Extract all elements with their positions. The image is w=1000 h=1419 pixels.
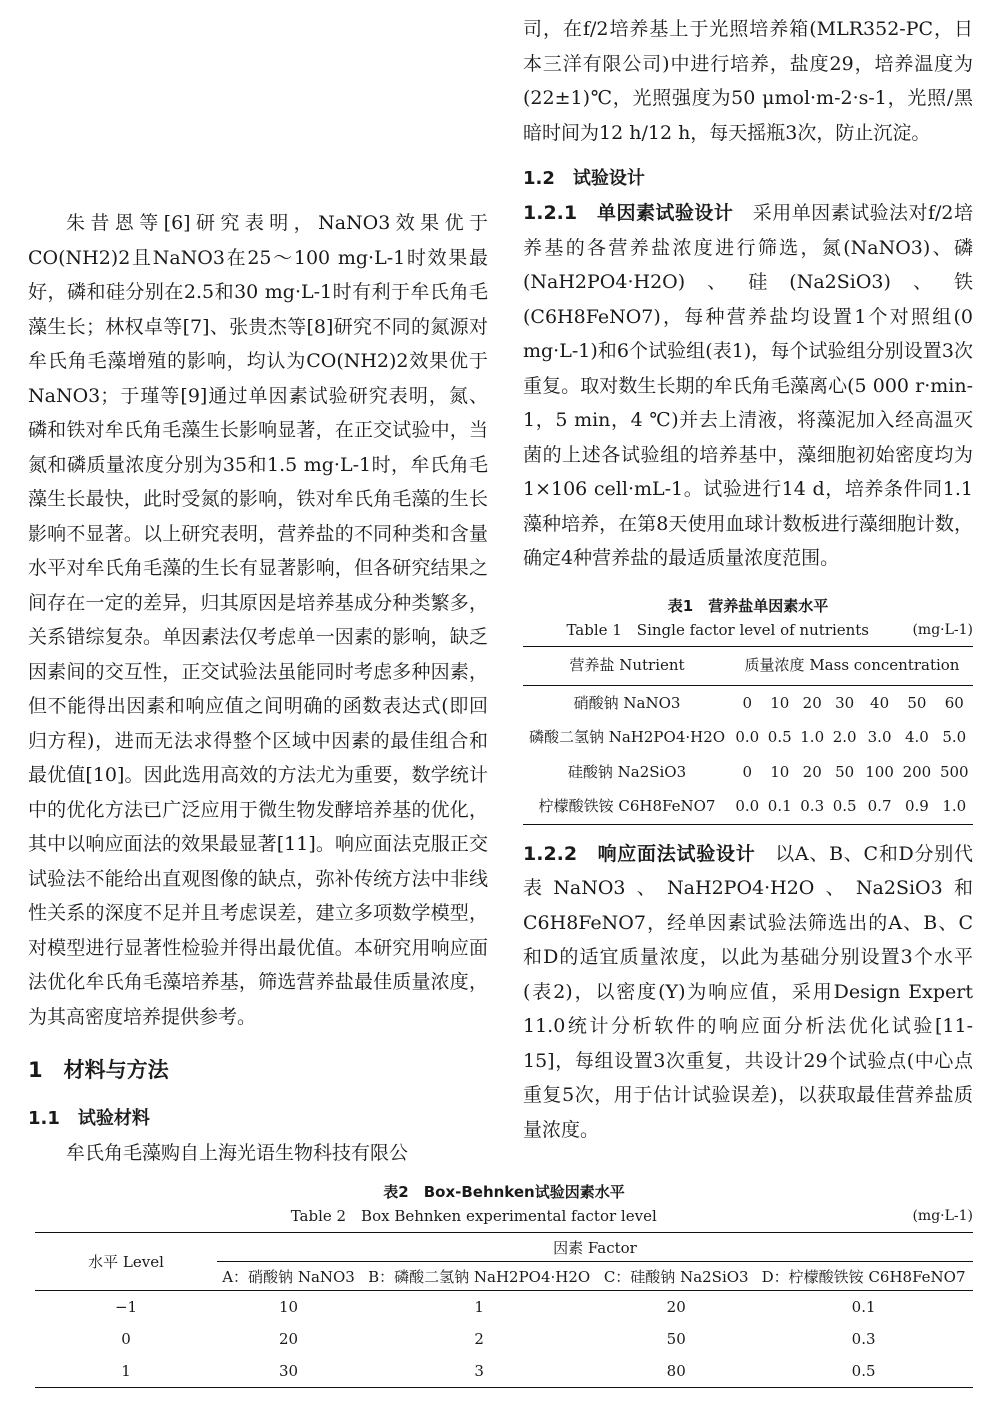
table-1-cell-nutrient: 磷酸二氢钠 NaH2PO4·H2O (528, 728, 726, 746)
table-1-header-concentration: 质量浓度 Mass concentration (731, 646, 973, 685)
table-2-caption-cn: 表2 Box-Behnken试验因素水平 (383, 1183, 625, 1201)
table-1-cell-value: 0.5 (767, 728, 792, 746)
table-1-cell-value: 50 (907, 693, 927, 712)
table-2-cell-value: 1 (474, 1298, 484, 1316)
section-1-2-2-heading: 1.2.2 响应面法试验设计 (523, 842, 756, 865)
table-1-cell-value: 0.7 (867, 797, 892, 815)
table-2-header-factor: 因素 Factor (217, 1233, 973, 1262)
table-2-cell-value: 20 (278, 1330, 299, 1348)
table-2-cell-value: 30 (278, 1362, 299, 1380)
table-2-row (35, 1355, 973, 1388)
section-1-1-text: 牟氏角毛藻购自上海光语生物科技有限公 (66, 1142, 409, 1164)
table-1-cell-value: 2.0 (832, 728, 857, 746)
table-1 (523, 646, 973, 825)
table-1-cell-value: 0.9 (904, 797, 929, 815)
table-1-cell-value: 200 (902, 762, 932, 781)
section-1-1-heading: 1.1 试验材料 (28, 1108, 150, 1129)
table-1-unit: (mg·L-1) (912, 621, 973, 638)
table-1-cell-value: 0 (742, 762, 753, 781)
table-1-cell-value: 100 (865, 762, 894, 781)
table-1-cell-value: 0.0 (735, 797, 760, 815)
table-2-cell-value: 0.5 (851, 1362, 876, 1380)
table-2-block (35, 1180, 973, 1388)
table-1-cell-value: 4.0 (904, 728, 929, 746)
table-1-block (523, 594, 973, 825)
section-1-1-continued-text: 司，在f/2培养基上于光照培养箱(MLR352-PC，日本三洋有限公司)中进行培养，盐度29，培养温度为(22±1)℃，光照强度为50 μmol·m-2·s-1，光照/黑暗时间为12 h/12 h，每天摇瓶3次，防止沉淀。 (523, 18, 973, 144)
table-1-row (523, 789, 973, 824)
table-2 (35, 1232, 973, 1388)
table-1-cell-value: 3.0 (867, 728, 892, 746)
table-1-cell-value: 5.0 (942, 728, 967, 746)
table-1-cell-value: 1.0 (800, 728, 825, 746)
table-2-cell-value: 50 (666, 1330, 686, 1348)
table-2-cell-value: 3 (474, 1362, 484, 1380)
left-column (28, 206, 488, 1171)
section-1-2-heading: 1.2 试验设计 (523, 168, 645, 189)
table-2-cell-level: −1 (114, 1298, 138, 1316)
table-2-row (35, 1291, 973, 1324)
table-2-unit: (mg·L-1) (912, 1208, 973, 1224)
table-1-caption-cn: 表1 营养盐单因素水平 (667, 596, 829, 615)
table-2-cell-level: 1 (121, 1362, 131, 1380)
table-1-cell-value: 60 (944, 693, 964, 712)
table-1-cell-value: 0.1 (767, 797, 792, 815)
table-2-header-level: 水平 Level (35, 1233, 217, 1291)
table-1-cell-value: 30 (835, 693, 855, 712)
table-1-cell-value: 0.0 (735, 728, 760, 746)
table-2-factor-header: C：硅酸钠 Na2SiO3 (598, 1262, 754, 1291)
right-column (523, 12, 973, 1147)
table-2-cell-value: 0.3 (851, 1330, 876, 1348)
table-1-cell-value: 0.5 (832, 797, 857, 815)
table-2-cell-value: 10 (278, 1298, 299, 1316)
section-1-2-2-text: 以A、B、C和D分别代表NaNO3、NaH2PO4·H2O、Na2SiO3和C6H8FeNO7，经单因素试验法筛选出的A、B、C和D的适宜质量浓度，以此为基础分别设置3个水平(表2)，以密度(Y)为响应值，采用Design Expert 11.0统计分析软件的响应面分析法优化试验[11-15]，每组设置3次重复，共设计29个试验点(中心点重复5次，用于估计试验误差)，以获取最佳营养盐质量浓度。 (523, 842, 973, 1141)
table-2-cell-value: 0.1 (851, 1298, 876, 1316)
table-1-cell-value: 40 (870, 693, 890, 712)
table-1-cell-value: 20 (802, 693, 822, 712)
table-1-cell-value: 20 (802, 762, 822, 781)
table-2-factor-header: D：柠檬酸铁铵 C6H8FeNO7 (754, 1262, 973, 1291)
table-1-cell-value: 1.0 (942, 797, 967, 815)
table-1-row (523, 720, 973, 755)
table-1-row (523, 685, 973, 720)
table-1-cell-value: 10 (770, 693, 790, 712)
section-1-heading: 1 材料与方法 (28, 1058, 169, 1082)
intro-paragraph: 朱昔恩等[6]研究表明，NaNO3效果优于CO(NH2)2且NaNO3在25～100 mg·L-1时效果最好，磷和硅分别在2.5和30 mg·L-1时有利于牟氏角毛藻生长；林权卓等[7]、张贵杰等[8]研究不同的氮源对牟氏角毛藻增殖的影响，均认为CO(NH2)2效果优于NaNO3；于瑾等[9]通过单因素试验研究表明，氮、磷和铁对牟氏角毛藻生长影响显著，在正交试验中，当氮和磷质量浓度分别为35和1.5 mg·L-1时，牟氏角毛藻生长最快，此时受氮的影响，铁对牟氏角毛藻的生长影响不显著。以上研究表明，营养盐的不同种类和含量水平对牟氏角毛藻的生长有显著影响，但各研究结果之间存在一定的差异，归其原因是培养基成分种类繁多，关系错综复杂。单因素法仅考虑单一因素的影响，缺乏因素间的交互性，正交试验法虽能同时考虑多种因素，但不能得出因素和响应值之间明确的函数表达式(即回归方程)，进而无法求得整个区域中因素的最佳组合和最优值[10]。因此选用高效的方法尤为重要，数学统计中的优化方法已广泛应用于微生物发酵培养基的优化，其中以响应面法的效果最显著[11]。响应面法克服正交试验法不能给出直观图像的缺点，弥补传统方法中非线性关系的深度不足并且考虑误差，建立多项数学模型，对模型进行显著性检验并得出最优值。本研究用响应面法优化牟氏角毛藻培养基，筛选营养盐最佳质量浓度，为其高密度培养提供参考。 (28, 212, 488, 1028)
table-1-cell-value: 500 (939, 762, 969, 781)
table-1-cell-value: 0.3 (800, 797, 825, 815)
table-2-factor-header: A：硝酸钠 NaNO3 (217, 1262, 360, 1291)
section-1-2-1-text: 采用单因素试验法对f/2培养基的各营养盐浓度进行筛选，氮(NaNO3)、磷(NaH2PO4·H2O)、硅(Na2SiO3)、铁(C6H8FeNO7)，每种营养盐均设置1个对照组(0 mg·L-1)和6个试验组(表1)，每个试验组分别设置3次重复。取对数生长期的牟氏角毛藻离心(5 000 r·min-1，5 min，4 ℃)并去上清液，将藻泥加入经高温灭菌的上述各试验组的培养基中，藻细胞初始密度均为1×106 cell·mL-1。试验进行14 d，培养条件同1.1藻种培养，在第8天使用血球计数板进行藻细胞计数，确定4种营养盐的最适质量浓度范围。 (523, 202, 973, 569)
table-1-row (523, 755, 973, 790)
table-2-caption-en: Table 2 Box Behnken experimental factor level (mg·L-1) (35, 1204, 973, 1228)
section-1-2-1-heading: 1.2.1 单因素试验设计 (523, 202, 734, 224)
table-1-cell-value: 50 (835, 762, 855, 781)
table-2-cell-value: 80 (666, 1362, 686, 1380)
table-2-cell-value: 20 (666, 1298, 686, 1316)
table-1-caption-en: Table 1 Single factor level of nutrients (mg·L-1) (523, 618, 973, 642)
table-1-cell-nutrient: 硅酸钠 Na2SiO3 (567, 762, 687, 781)
table-1-cell-value: 0 (742, 693, 753, 712)
table-2-row (35, 1323, 973, 1355)
table-1-cell-nutrient: 硝酸钠 NaNO3 (573, 693, 681, 712)
table-2-factor-header: B：磷酸二氢钠 NaH2PO4·H2O (360, 1262, 598, 1291)
table-1-cell-nutrient: 柠檬酸铁铵 C6H8FeNO7 (538, 797, 716, 815)
table-1-header-nutrient: 营养盐 Nutrient (523, 646, 731, 685)
table-2-cell-value: 2 (474, 1330, 484, 1348)
table-1-cell-value: 10 (770, 762, 790, 781)
table-2-cell-level: 0 (121, 1330, 131, 1348)
